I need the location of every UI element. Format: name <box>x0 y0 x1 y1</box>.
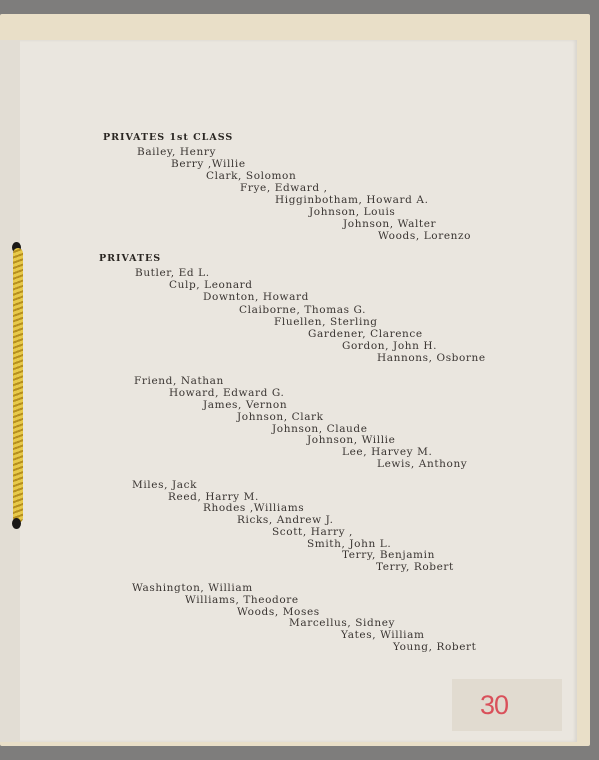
list-item: Johnson, Louis <box>309 206 396 218</box>
list-item: Williams, Theodore <box>185 594 299 606</box>
document-page <box>0 40 577 742</box>
binding-cord <box>13 248 23 523</box>
list-item: Downton, Howard <box>203 291 309 303</box>
list-item: Scott, Harry , <box>272 526 353 538</box>
list-item: Higginbotham, Howard A. <box>275 194 429 206</box>
list-item: Terry, Robert <box>376 561 454 573</box>
list-item: Friend, Nathan <box>134 375 224 387</box>
list-item: Rhodes ,Williams <box>203 502 305 514</box>
list-item: Johnson, Willie <box>307 434 396 446</box>
list-item: Marcellus, Sidney <box>289 617 396 629</box>
list-item: Lewis, Anthony <box>377 458 468 470</box>
list-item: Claiborne, Thomas G. <box>239 304 367 316</box>
list-item: Woods, Lorenzo <box>378 230 472 242</box>
list-item: Berry ,Willie <box>171 158 246 170</box>
list-item: Ricks, Andrew J. <box>237 514 334 526</box>
list-item: Butler, Ed L. <box>135 267 210 279</box>
list-item: Lee, Harvey M. <box>342 446 433 458</box>
list-item: Miles, Jack <box>132 479 198 491</box>
list-item: Frye, Edward , <box>240 182 328 194</box>
list-item: Woods, Moses <box>237 606 320 618</box>
list-item: Washington, William <box>132 582 253 594</box>
list-item: Yates, William <box>341 629 425 641</box>
list-item: Young, Robert <box>393 641 477 653</box>
list-item: Gardener, Clarence <box>308 328 423 340</box>
list-item: Gordon, John H. <box>342 340 438 352</box>
list-item: Bailey, Henry <box>137 146 217 158</box>
list-item: Hannons, Osborne <box>377 352 486 364</box>
list-item: Johnson, Claude <box>272 423 368 435</box>
page-number: 30 <box>480 690 509 720</box>
list-item: Clark, Solomon <box>206 170 297 182</box>
section-heading-privates: PRIVATES <box>99 253 162 264</box>
list-item: Terry, Benjamin <box>342 549 435 561</box>
binding-hole <box>12 518 21 529</box>
list-item: Reed, Harry M. <box>168 491 259 503</box>
list-item: Johnson, Walter <box>343 218 437 230</box>
list-item: Smith, John L. <box>307 538 392 550</box>
list-item: Howard, Edward G. <box>169 387 285 399</box>
section-heading-privates-first-class: PRIVATES 1st CLASS <box>103 132 234 143</box>
list-item: Johnson, Clark <box>237 411 324 423</box>
list-item: Culp, Leonard <box>169 279 253 291</box>
list-item: Fluellen, Sterling <box>274 316 378 328</box>
list-item: James, Vernon <box>203 399 288 411</box>
